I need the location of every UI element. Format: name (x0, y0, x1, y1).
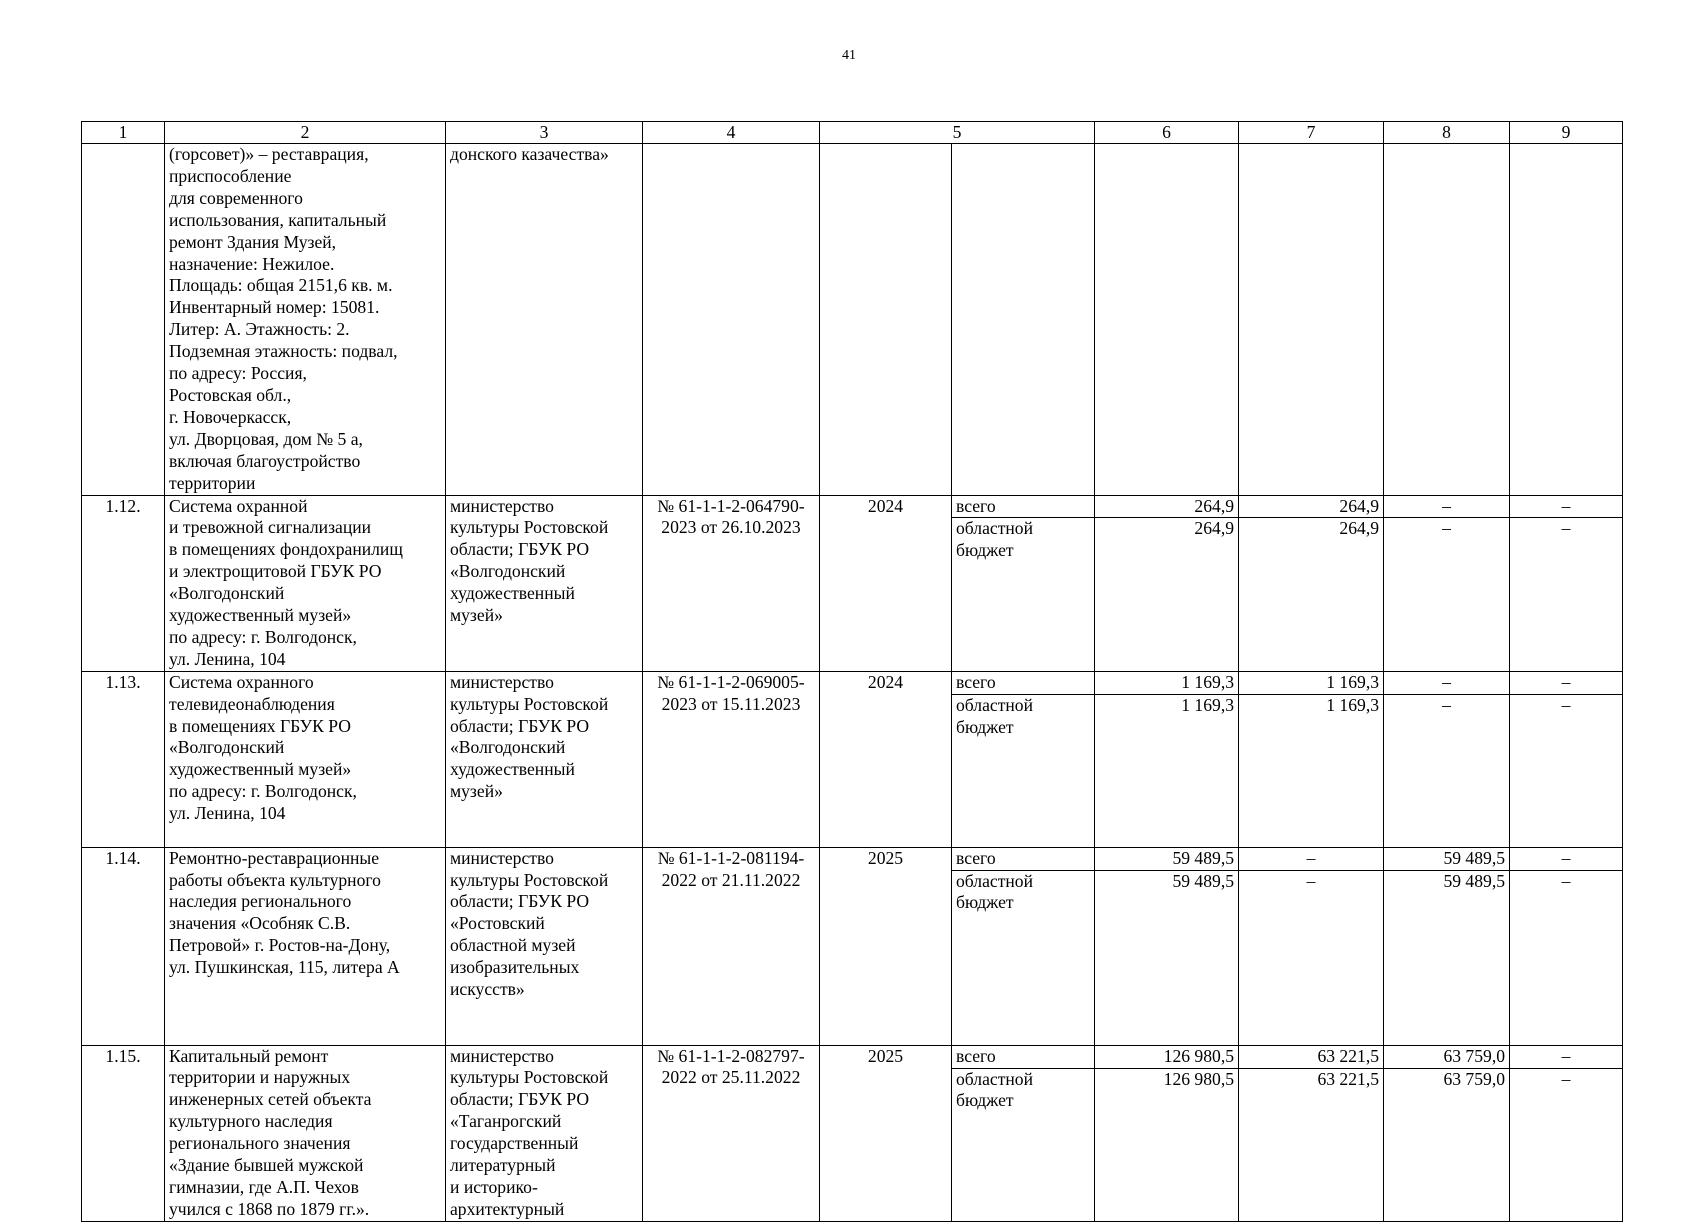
column-number: 2 (165, 122, 446, 144)
table-row (82, 671, 1623, 694)
amount-regional-cell: – (1510, 694, 1623, 847)
page-number: 41 (842, 48, 856, 63)
row-number-cell: 1.12. (82, 495, 165, 671)
amount-total-cell: – (1239, 847, 1384, 870)
object-name-cell: (горсовет)» – реставрация, приспособление для современного использования, капитальный ремонт Здания Музей, назначение: Нежилое. Площадь: общая 2151,6 кв. м. Инвентарный номер: 15081. Литер: А. Этажность: 2. Подземная этажность: подвал, по адресу: Россия, Ростовская обл., г. Новочеркасск, ул. Дворцовая, дом № 5 а, включая благоустройство территории (165, 144, 446, 496)
document-cell (643, 144, 820, 496)
amount-regional-cell: – (1510, 870, 1623, 1045)
amount-total-cell: 264,9 (1095, 495, 1239, 518)
source-regional-cell: областной бюджет (952, 870, 1095, 1045)
year-cell (820, 144, 952, 496)
object-name-cell: Капитальный ремонт территории и наружных инженерных сетей объекта культурного наследия регионального значения «Здание бывшей мужской гимназии, где А.П. Чехов учился с 1868 по 1879 гг.». (165, 1045, 446, 1221)
financing-table (81, 121, 1623, 1222)
year-cell: 2025 (820, 847, 952, 1045)
row-number-cell (82, 144, 165, 496)
amount-total-cell: 1 169,3 (1095, 671, 1239, 694)
amount-total-cell: – (1510, 847, 1623, 870)
amount-regional-cell: 264,9 (1095, 518, 1239, 671)
table-row-continuation (82, 144, 1623, 496)
object-name-cell: Ремонтно-реставрационные работы объекта культурного наследия регионального значения «Особняк С.В. Петровой» г. Ростов-на-Дону, ул. Пушкинская, 115, литера А (165, 847, 446, 1045)
amount-total-cell: – (1384, 671, 1510, 694)
table-row (82, 847, 1623, 870)
amount-total-cell: – (1384, 495, 1510, 518)
source-total-cell: всего (952, 671, 1095, 694)
column-number-row (82, 122, 1623, 144)
amount-cell (1510, 144, 1623, 496)
year-cell: 2024 (820, 495, 952, 671)
amount-regional-cell: – (1510, 1068, 1623, 1221)
document-cell: № 61-1-1-2-081194- 2022 от 21.11.2022 (643, 847, 820, 1045)
amount-total-cell: 59 489,5 (1384, 847, 1510, 870)
amount-total-cell: 59 489,5 (1095, 847, 1239, 870)
column-number: 4 (643, 122, 820, 144)
amount-total-cell: 126 980,5 (1095, 1045, 1239, 1068)
amount-regional-cell: 126 980,5 (1095, 1068, 1239, 1221)
column-number: 9 (1510, 122, 1623, 144)
amount-total-cell: 1 169,3 (1239, 671, 1384, 694)
amount-total-cell: – (1510, 495, 1623, 518)
amount-regional-cell: 1 169,3 (1239, 694, 1384, 847)
amount-total-cell: – (1510, 1045, 1623, 1068)
amount-total-cell: 63 759,0 (1384, 1045, 1510, 1068)
amount-cell (1239, 144, 1384, 496)
amount-regional-cell: – (1384, 694, 1510, 847)
row-number-cell: 1.13. (82, 671, 165, 847)
amount-regional-cell: 59 489,5 (1095, 870, 1239, 1045)
source-total-cell: всего (952, 847, 1095, 870)
source-cell (952, 144, 1095, 496)
column-number: 8 (1384, 122, 1510, 144)
column-number: 6 (1095, 122, 1239, 144)
amount-regional-cell: 264,9 (1239, 518, 1384, 671)
column-number: 1 (82, 122, 165, 144)
source-total-cell: всего (952, 495, 1095, 518)
amount-regional-cell: 59 489,5 (1384, 870, 1510, 1045)
year-cell: 2025 (820, 1045, 952, 1221)
amount-regional-cell: – (1384, 518, 1510, 671)
row-number-cell: 1.14. (82, 847, 165, 1045)
row-number-cell: 1.15. (82, 1045, 165, 1221)
amount-cell (1384, 144, 1510, 496)
source-regional-cell: областной бюджет (952, 518, 1095, 671)
document-cell: № 61-1-1-2-069005- 2023 от 15.11.2023 (643, 671, 820, 847)
table-row (82, 495, 1623, 518)
object-name-cell: Система охранной и тревожной сигнализации в помещениях фондохранилищ и электрощитовой ГБУК РО «Волгодонский художественный музей» по адресу: г. Волгодонск, ул. Ленина, 104 (165, 495, 446, 671)
amount-cell (1095, 144, 1239, 496)
amount-regional-cell: 1 169,3 (1095, 694, 1239, 847)
source-total-cell: всего (952, 1045, 1095, 1068)
document-cell: № 61-1-1-2-082797- 2022 от 25.11.2022 (643, 1045, 820, 1221)
document-cell: № 61-1-1-2-064790- 2023 от 26.10.2023 (643, 495, 820, 671)
source-regional-cell: областной бюджет (952, 694, 1095, 847)
customer-cell: донского казачества» (446, 144, 643, 496)
amount-total-cell: 264,9 (1239, 495, 1384, 518)
amount-regional-cell: – (1239, 870, 1384, 1045)
amount-regional-cell: – (1510, 518, 1623, 671)
amount-total-cell: – (1510, 671, 1623, 694)
column-number: 5 (820, 122, 1095, 144)
object-name-cell: Система охранного телевидеонаблюдения в помещениях ГБУК РО «Волгодонский художественный музей» по адресу: г. Волгодонск, ул. Ленина, 104 (165, 671, 446, 847)
amount-regional-cell: 63 221,5 (1239, 1068, 1384, 1221)
year-cell: 2024 (820, 671, 952, 847)
table-row (82, 1045, 1623, 1068)
customer-cell: министерство культуры Ростовской области; ГБУК РО «Волгодонский художественный музей» (446, 495, 643, 671)
customer-cell: министерство культуры Ростовской области; ГБУК РО «Волгодонский художественный музей» (446, 671, 643, 847)
amount-regional-cell: 63 759,0 (1384, 1068, 1510, 1221)
amount-total-cell: 63 221,5 (1239, 1045, 1384, 1068)
customer-cell: министерство культуры Ростовской области; ГБУК РО «Таганрогский государственный литературный и историко- архитектурный (446, 1045, 643, 1221)
column-number: 3 (446, 122, 643, 144)
column-number: 7 (1239, 122, 1384, 144)
customer-cell: министерство культуры Ростовской области; ГБУК РО «Ростовский областной музей изобразительных искусств» (446, 847, 643, 1045)
source-regional-cell: областной бюджет (952, 1068, 1095, 1221)
